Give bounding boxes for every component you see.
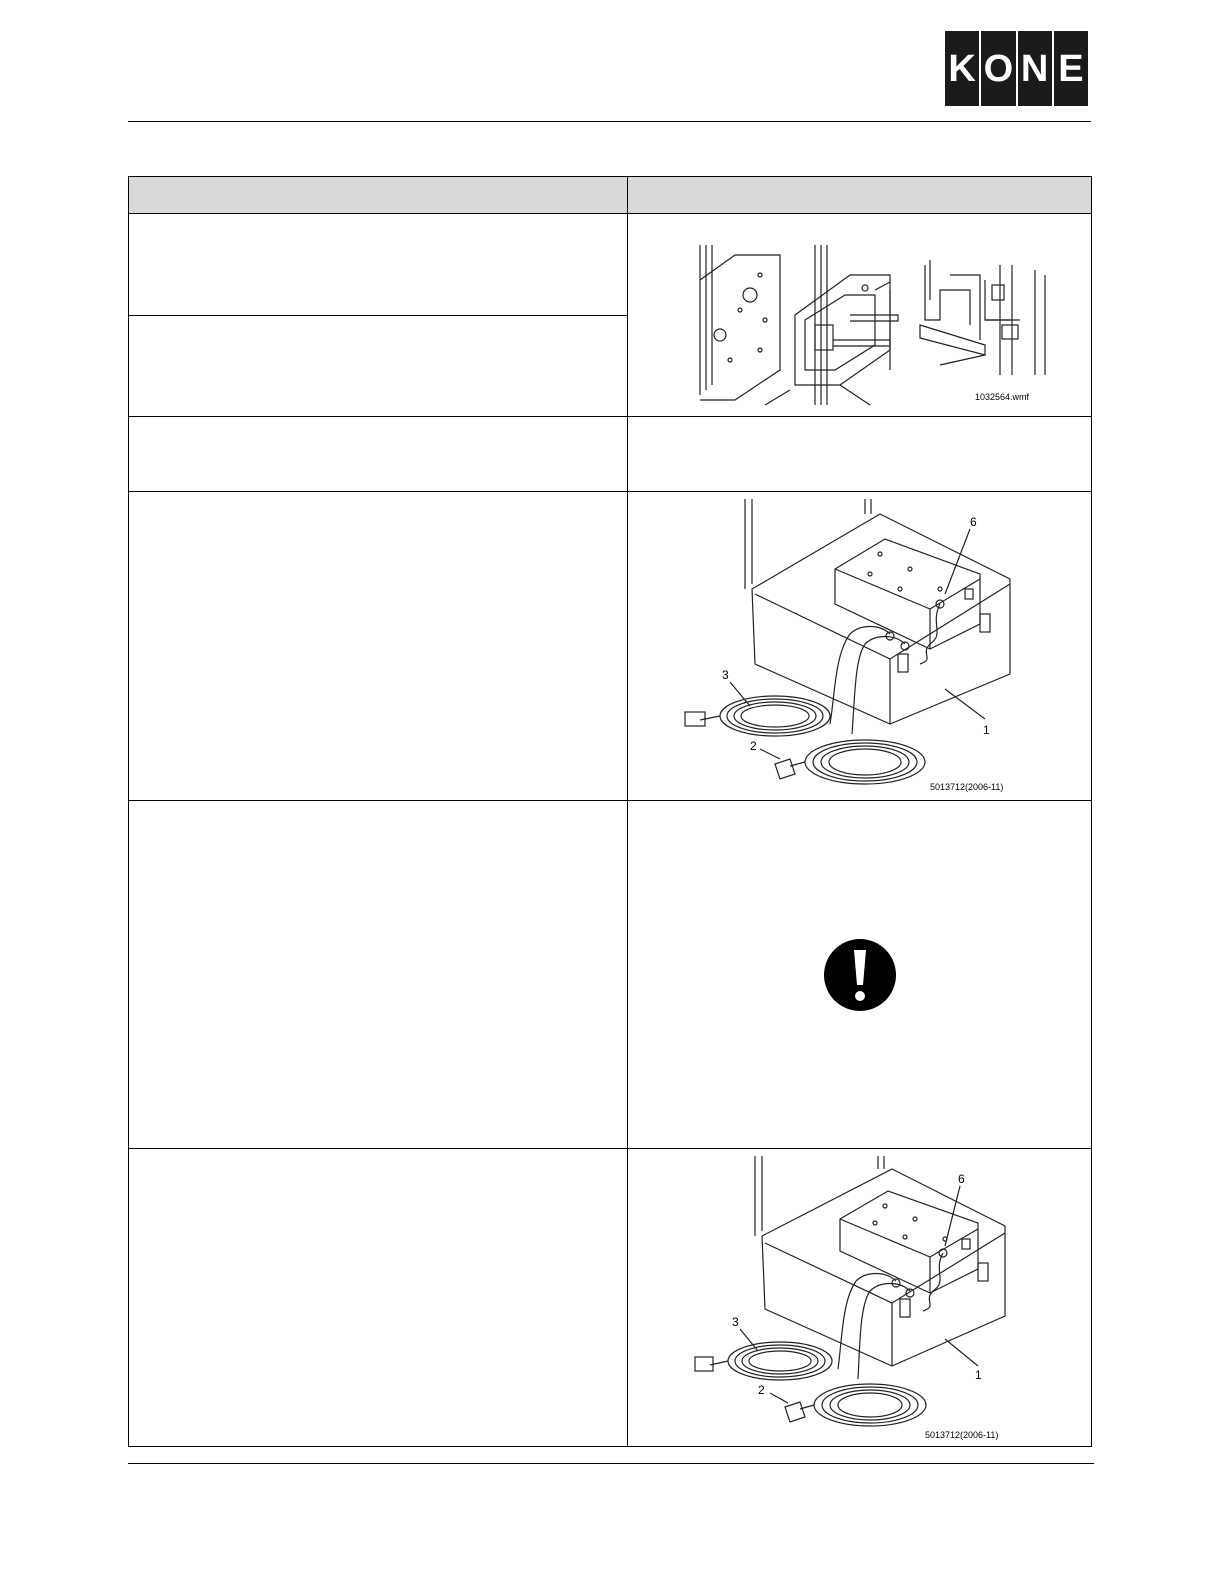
footer-rule	[128, 1463, 1094, 1464]
table-header-row	[129, 177, 1092, 214]
procedure-table	[128, 176, 1092, 1447]
step-text-cell	[129, 417, 628, 492]
table-row	[129, 1149, 1092, 1447]
step-text-cell	[129, 801, 628, 1149]
figure-caption-rails: 1032564.wmf	[974, 392, 1029, 402]
table-row	[129, 214, 1092, 316]
step-text-cell	[129, 492, 628, 801]
callout-3: 3	[732, 1315, 739, 1329]
figure-cell-box	[628, 492, 1092, 801]
table-row	[129, 801, 1092, 1149]
table-row	[129, 417, 1092, 492]
callout-2: 2	[749, 739, 757, 753]
callout-6: 6	[958, 1172, 965, 1186]
step-text-cell	[129, 214, 628, 316]
logo-letter-e: E	[1054, 31, 1088, 106]
figure-cell-box-2	[628, 1149, 1092, 1447]
warning-cell	[628, 801, 1092, 1149]
callout-1: 1	[982, 723, 990, 737]
callout-1: 1	[975, 1368, 982, 1382]
header-rule	[128, 121, 1091, 122]
callout-3: 3	[721, 668, 729, 682]
kone-logo	[945, 31, 1088, 106]
rails-figure	[640, 220, 1080, 410]
header-cell-left	[129, 177, 628, 214]
step-text-cell	[129, 1149, 628, 1447]
callout-6: 6	[969, 515, 977, 529]
header-cell-right	[628, 177, 1092, 214]
battery-box-figure	[640, 494, 1080, 798]
exclamation-icon	[823, 938, 897, 1012]
logo-letter-n: N	[1018, 31, 1052, 106]
logo-letter-k: K	[945, 31, 979, 106]
battery-box-figure-2	[660, 1151, 1100, 1444]
figure-caption-box-bottom: 5013712(2006-11)	[925, 1430, 999, 1440]
step-figure-cell	[628, 417, 1092, 492]
figure-cell-rails	[628, 214, 1092, 417]
step-text-cell	[129, 316, 628, 417]
callout-2: 2	[758, 1383, 765, 1397]
logo-letter-o: O	[981, 31, 1015, 106]
table-row	[129, 492, 1092, 801]
figure-caption-box-top: 5013712(2006-11)	[929, 782, 1003, 792]
